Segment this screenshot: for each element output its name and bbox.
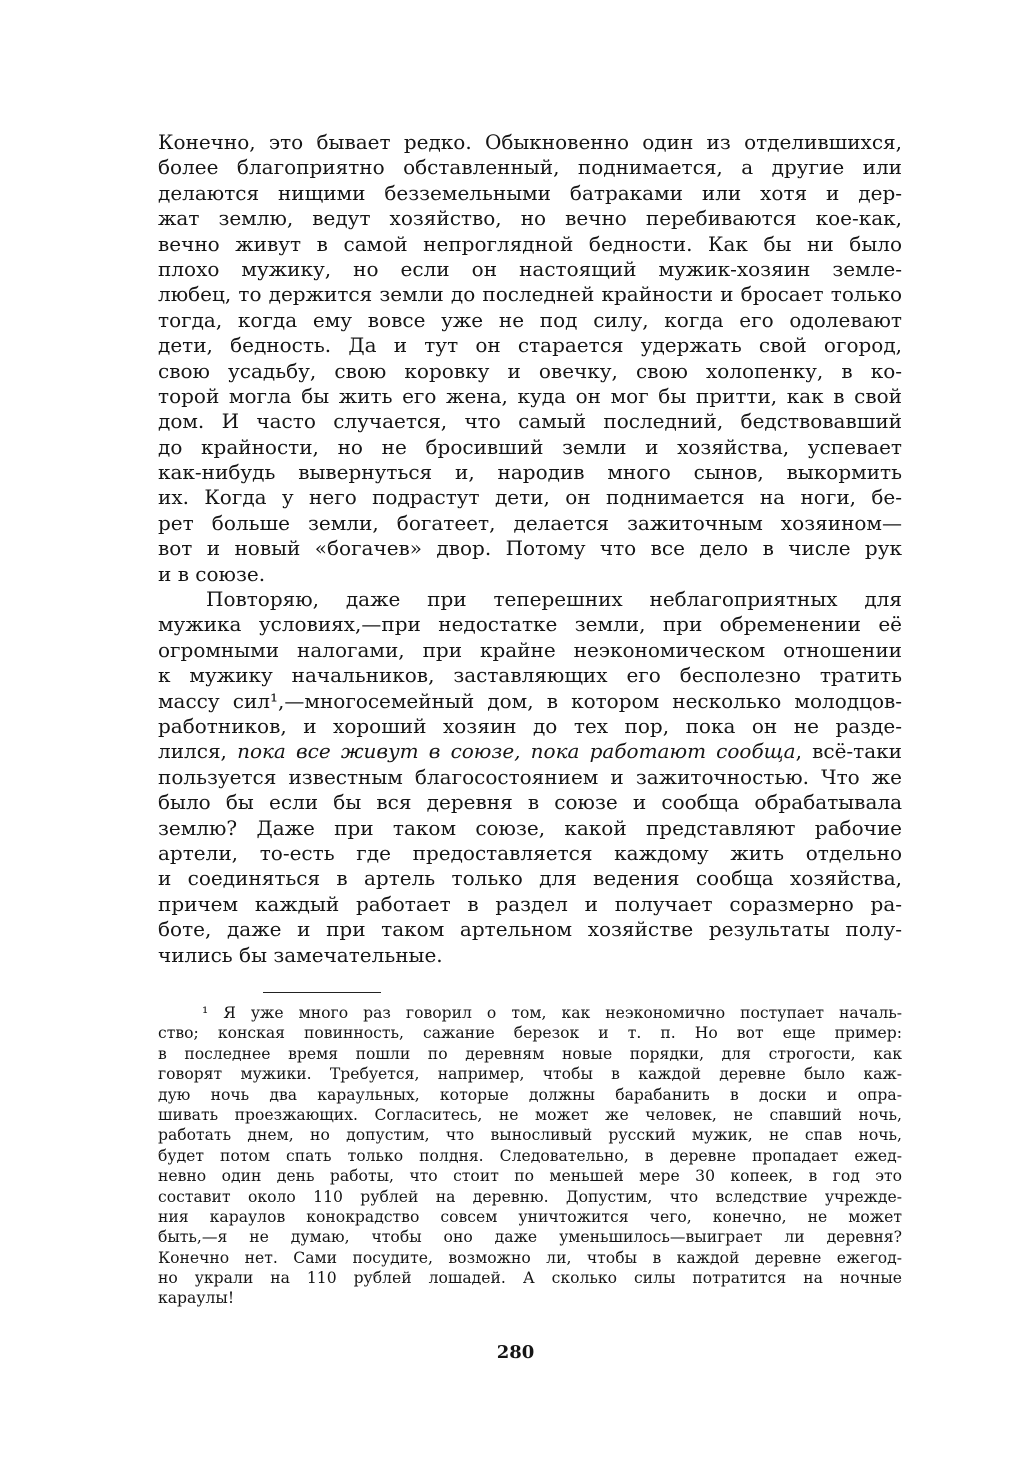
- text-line: артели, то-есть где предоставляется каждому жить отдельно: [158, 840, 902, 865]
- text-line: Конечно, это бывает редко. Обыкновенно один из отделившихся,: [158, 130, 902, 154]
- footnote-line: составит около 110 рублей на деревню. Допустим, что вследствие учрежде-: [158, 1187, 902, 1206]
- text-line: до крайности, но не бросивший земли и хозяйства, успевает: [158, 434, 902, 459]
- footnote-line: невно один день работы, что стоит по меньшей мере 30 копеек, в год это: [158, 1167, 902, 1186]
- page-number: 280: [496, 1342, 535, 1363]
- text-line-mixed: [158, 739, 902, 764]
- text-line: плохо мужику, но если он настоящий мужик-хозяин земле-: [158, 256, 902, 281]
- text-line: дом. И часто случается, что самый последний, бедствовавший: [158, 409, 902, 434]
- text-line: мужика условиях,—при недостатке земли, при обременении её: [158, 612, 902, 637]
- text-run: лился,: [158, 739, 238, 764]
- text-line: рет больше земли, богатеет, делается зажиточным хозяином—: [158, 510, 902, 535]
- text-line: их. Когда у него подрастут дети, он поднимается на ноги, бе-: [158, 485, 902, 510]
- text-line: пользуется известным благосостоянием и зажиточностью. Что же: [158, 764, 902, 789]
- text-line: как-нибудь вывернуться и, народив много сынов, выкормить: [158, 460, 902, 485]
- emphasis-text: пока все живут в союзе, пока работают сообща: [237, 739, 796, 764]
- footnote-line: дую ночь два караульных, которые должны барабанить в доски и опра-: [158, 1085, 902, 1104]
- main-text: [158, 130, 902, 968]
- text-line: массу сил¹,—многосемейный дом, в котором несколько молодцов-: [158, 688, 902, 713]
- footnote-line: но украли на 110 рублей лошадей. А сколько силы потратится на ночные: [158, 1269, 902, 1288]
- text-line: чились бы замечательные.: [158, 942, 443, 967]
- text-line: Повторяю, даже при теперешних неблагоприятных для: [206, 587, 902, 612]
- text-line: дети, бедность. Да и тут он старается удержать свой огород,: [158, 333, 902, 358]
- text-line: к мужику начальников, заставляющих его бесполезно тратить: [158, 663, 902, 688]
- paragraph-2: [158, 587, 902, 968]
- text-line: торой могла бы жить его жена, куда он мог бы притти, как в свой: [158, 383, 902, 408]
- text-line: было бы если бы вся деревня в союзе и сообща обрабатывала: [158, 790, 902, 815]
- text-run: , всё-таки: [795, 739, 902, 764]
- text-line: боте, даже и при таком артельном хозяйстве результаты полу-: [158, 917, 902, 942]
- footnote-line: будет потом спать только полдня. Следовательно, в деревне пропадает ежед-: [158, 1146, 902, 1165]
- text-line: причем каждый работает в раздел и получает соразмерно ра-: [158, 891, 902, 916]
- text-line: более благоприятно обставленный, поднимается, а другие или: [158, 155, 902, 180]
- text-line: вот и новый «богачев» двор. Потому что все дело в числе рук: [158, 536, 902, 561]
- footnote: [158, 1003, 902, 1309]
- text-line: и соединяться в артель только для ведения сообща хозяйства,: [158, 866, 902, 891]
- footnote-line: ство; конская повинность, сажание березок и т. п. Но вот еще пример:: [158, 1024, 902, 1043]
- text-line: свою усадьбу, свою коровку и овечку, свою холопенку, в ко-: [158, 358, 902, 383]
- footnote-line: говорят мужики. Требуется, например, чтобы в каждой деревне было каж-: [158, 1065, 902, 1084]
- text-line: вечно живут в самой непроглядной бедности. Как бы ни было: [158, 231, 902, 256]
- text-line: огромными налогами, при крайне неэкономическом отношении: [158, 637, 902, 662]
- paragraph-1: [158, 130, 902, 587]
- text-line: жат землю, ведут хозяйство, но вечно перебиваются кое-как,: [158, 206, 902, 231]
- text-line: делаются нищими безземельными батраками или хотя и дер-: [158, 180, 902, 205]
- footnote-line: Конечно нет. Сами посудите, возможно ли, чтобы в каждой деревне ежегод-: [158, 1248, 902, 1267]
- text-line: землю? Даже при таком союзе, какой представляют рабочие: [158, 815, 902, 840]
- footnote-line: быть,—я не думаю, чтобы оно даже уменьшилось—выиграет ли деревня?: [158, 1228, 902, 1247]
- footnote-line: ния караулов конокрадство совсем уничтожится чего, конечно, не может: [158, 1207, 902, 1226]
- text-line: любец, то держится земли до последней крайности и бросает только: [158, 282, 902, 307]
- footnote-divider: [263, 992, 381, 993]
- footnote-line: шивать проезжающих. Согласитесь, не может же человек, не спавший ночь,: [158, 1105, 902, 1124]
- footnote-line: в последнее время пошли по деревням новые порядки, для строгости, как: [158, 1044, 902, 1063]
- text-line: и в союзе.: [158, 561, 266, 586]
- text-line: тогда, когда ему вовсе уже не под силу, когда его одолевают: [158, 307, 902, 332]
- footnote-line: ¹ Я уже много раз говорил о том, как неэкономично поступает началь-: [202, 1004, 902, 1022]
- footnote-line: караулы!: [158, 1289, 235, 1308]
- footnote-line: работать днем, но допустим, что выносливый русский мужик, не спав ночь,: [158, 1126, 902, 1145]
- text-line: работников, и хороший хозяин до тех пор, пока он не разде-: [158, 713, 902, 738]
